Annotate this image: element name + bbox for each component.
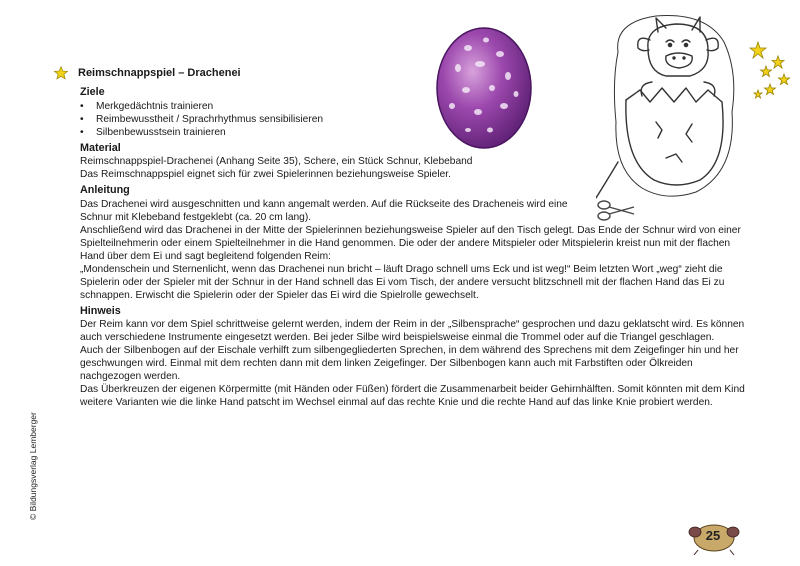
scissors-icon bbox=[596, 196, 636, 224]
hinweis-heading: Hinweis bbox=[80, 304, 121, 317]
list-item: • Silbenbewusstsein trainieren bbox=[80, 126, 752, 139]
material-heading: Material bbox=[80, 141, 121, 154]
copyright: © Bildungsverlag Lemberger bbox=[28, 412, 38, 520]
anleitung-paragraph: Anschließend wird das Drachenei in der Mitte der Spielerinnen beziehungsweise Spieler auf den Tisch gelegt. Das Ende der Schnur wird von einer Spielteilnehmerin oder einem Spielteilnehmer in die Hand genommen. Die oder der andere Mitspieler oder Mitspielerin kreist nun mit der flachen Hand über dem Ei und sagt begleitend folgenden Reim: bbox=[80, 224, 741, 262]
material-line: Reimschnappspiel-Drachenei (Anhang Seite 35), Schere, ein Stück Schnur, Klebeband bbox=[80, 156, 473, 167]
star-icon bbox=[54, 66, 68, 80]
anleitung-paragraph: Das Drachenei wird ausgeschnitten und kann angemalt werden. Auf die Rückseite des Dracheneis wird eine Schnur mit Klebeband festgeklebt (ca. 20 cm lang). bbox=[80, 198, 568, 223]
material-line: Das Reimschnappspiel eignet sich für zwei Spielerinnen beziehungsweise Spieler. bbox=[80, 169, 451, 180]
anleitung-heading: Anleitung bbox=[80, 184, 130, 196]
page-title: Reimschnappspiel – Drachenei bbox=[78, 67, 241, 79]
title-row bbox=[54, 66, 241, 80]
stars-icon bbox=[748, 40, 794, 104]
anleitung-paragraph: „Mondenschein und Sternenlicht, wenn das Drachenei nun bricht – läuft Drago schnell ums Eck und ist weg!“ Beim letzten Wort „weg“ zieht die Spielerin oder der Spieler mit der Schnur in der Hand schnell das Ei vom Tisch, der andere versucht blitzschnell mit der flachen Hand das Ei zu schnappen. Erwischt die Spielerin oder der Spieler das Ei wird die Spielrolle gewechselt. bbox=[80, 263, 725, 301]
hinweis-paragraph: Der Reim kann vor dem Spiel schrittweise gelernt werden, indem der Reim in der „Silbensprache“ gesprochen und dazu geklatscht wird. Es können auch verschiedene Instrumente eingesetzt werden. Bei jeder Silbe wird beispielsweise einmal die Trommel oder auf die Triangel geschlagen. bbox=[80, 319, 745, 343]
dragon-illustration bbox=[596, 12, 746, 202]
hinweis-paragraph: Auch der Silbenbogen auf der Eischale verhilft zum silbengegliederten Sprechen, in dem während des Sprechens mit dem Zeigefinger hin und her geschwungen wird. Einmal mit dem rechten dann mit dem linken Zeigefinger. Der Silbenbogen kann auch mit Farbstiften oder Ölkreiden nachgezogen werden. bbox=[80, 345, 739, 382]
hinweis-paragraph: Das Überkreuzen der eigenen Körpermitte (mit Händen oder Füßen) fördert die Zusammenarbeit beider Gehirnhälften. Somit könnten mit dem Kind weitere Varianten wie die linke Hand patscht im Wechsel einmal auf das rechte Knie und die rechte Hand auf das linke Knie probiert werden. bbox=[80, 384, 745, 408]
ziele-heading: Ziele bbox=[80, 86, 105, 98]
page-number: 25 bbox=[705, 528, 721, 543]
egg-illustration bbox=[428, 18, 540, 152]
list-item: • Merkgedächtnis trainieren bbox=[80, 100, 752, 113]
list-item: • Reimbewusstheit / Sprachrhythmus sensibilisieren bbox=[80, 113, 752, 126]
